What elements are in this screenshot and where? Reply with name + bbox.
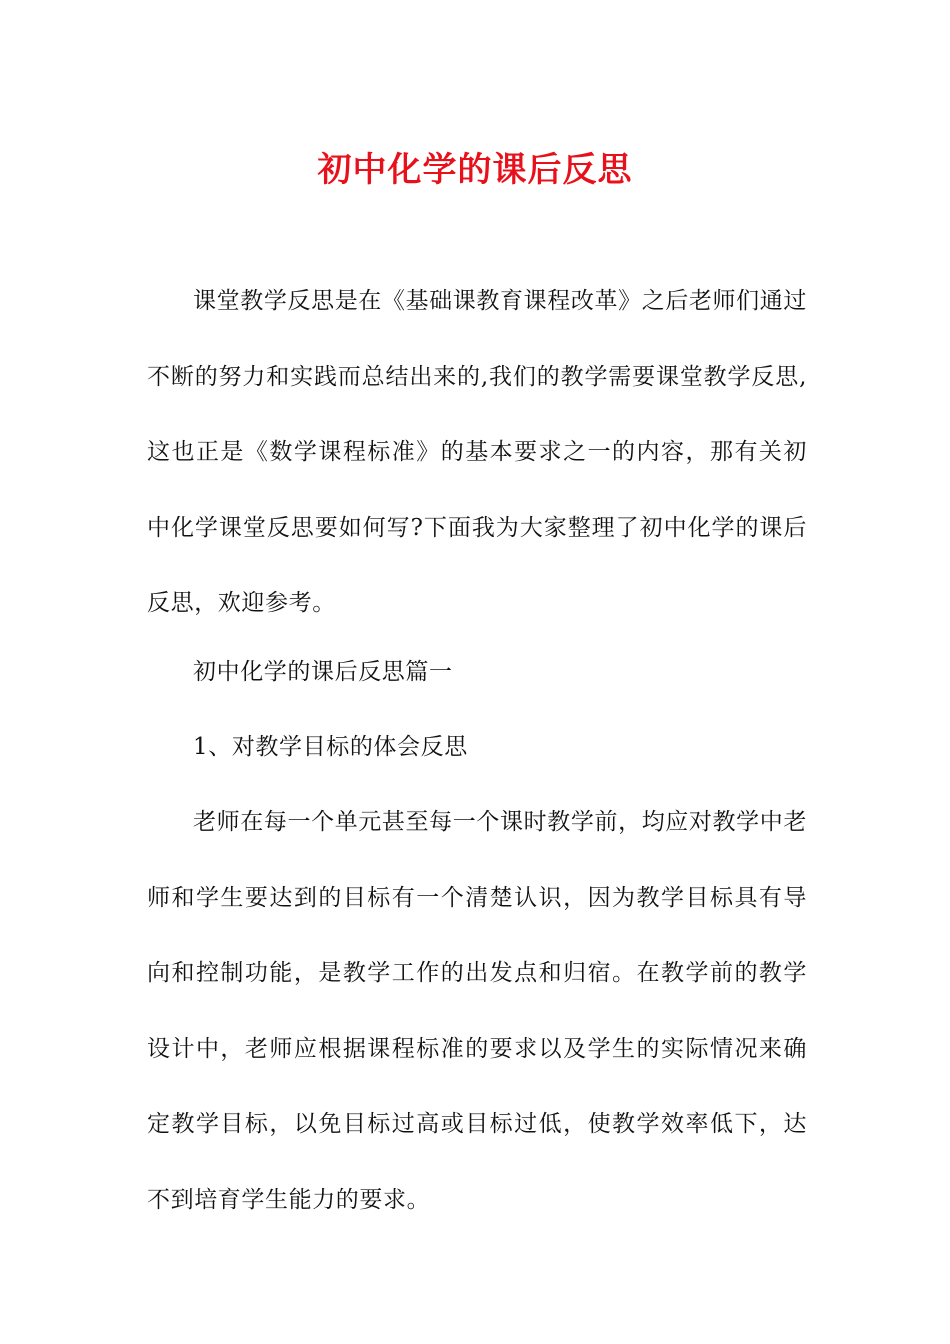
section-heading: 初中化学的课后反思篇一	[193, 659, 453, 685]
paragraph-teaching-goals: 老师在每一个单元甚至每一个课时教学前，均应对教学中老师和学生要达到的目标有一个清楚认识，因为教学目标具有导向和控制功能，是教学工作的出发点和归宿。在教学前的教学设计中，老师应根据课程标准的要求以及学生的实际情况来确定教学目标，以免目标过高或目标过低，使教学效率低下，达不到培育学生能力的要求。	[147, 809, 807, 1213]
paragraph-intro-block	[147, 264, 807, 642]
subheading-1: 1、对教学目标的体会反思	[193, 734, 468, 760]
paragraph-teaching-goals-block	[147, 785, 807, 1238]
section-heading-block	[147, 635, 807, 711]
subheading-block	[147, 710, 807, 786]
document-title: 初中化学的课后反思	[317, 150, 633, 190]
paragraph-intro: 课堂教学反思是在《基础课教育课程改革》之后老师们通过不断的努力和实践而总结出来的,我们的教学需要课堂教学反思,这也正是《数学课程标准》的基本要求之一的内容，那有关初中化学课堂反思要如何写?下面我为大家整理了初中化学的课后反思，欢迎参考。	[147, 288, 807, 616]
